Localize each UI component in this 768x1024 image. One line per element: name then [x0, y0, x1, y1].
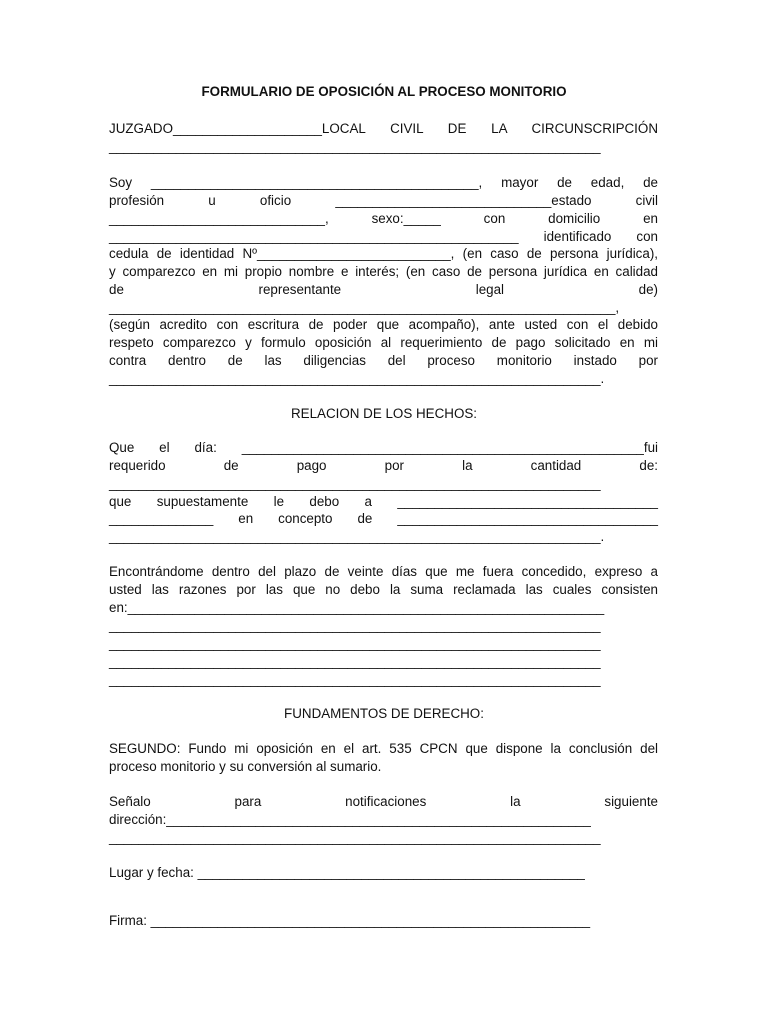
- form-line: requerido de pago por la cantidad de:: [109, 458, 658, 473]
- form-line: ______________ en concepto de ___________________________________: [109, 511, 658, 526]
- form-line: __________________________________________________________________: [109, 618, 601, 633]
- form-line: y comparezco en mi propio nombre e interés; (en caso de persona jurídica en calidad: [109, 264, 658, 279]
- firma-line: Firma: ___________________________________________________________: [109, 913, 591, 928]
- form-line: profesión u oficio _____________________________estado civil: [109, 193, 658, 208]
- form-line: SEGUNDO: Fundo mi oposición en el art. 535 CPCN que dispone la conclusión del: [109, 741, 658, 756]
- form-line: usted las razones por las que no debo la suma reclamada las cuales consisten: [109, 582, 658, 597]
- form-line: Soy ____________________________________________, mayor de edad, de: [109, 175, 658, 190]
- form-line: respeto comparezco y formulo oposición al requerimiento de pago solicitado en mi: [109, 335, 658, 350]
- form-line: en:________________________________________________________________: [109, 600, 605, 615]
- form-line: __________________________________________________________________: [109, 830, 601, 845]
- form-line: proceso monitorio y su conversión al sumario.: [109, 759, 382, 774]
- form-line: _______________________________________________________ identificado con: [109, 229, 658, 244]
- form-line: __________________________________________________________________: [109, 636, 601, 651]
- form-line: __________________________________________________________________: [109, 672, 601, 687]
- form-line: cedula de identidad Nº__________________________, (en caso de persona jurídica),: [109, 246, 658, 261]
- section-heading-fundamentos: FUNDAMENTOS DE DERECHO:: [284, 706, 484, 721]
- form-line: __________________________________________________________________.: [109, 529, 605, 544]
- form-line: contra dentro de las diligencias del proceso monitorio instado por: [109, 353, 658, 368]
- form-line: Señalo para notificaciones la siguiente: [109, 794, 658, 809]
- form-line: Encontrándome dentro del plazo de veinte días que me fuera concedido, expreso a: [109, 564, 658, 579]
- section-heading-hechos: RELACION DE LOS HECHOS:: [290, 406, 478, 421]
- form-line: dirección:_________________________________________________________: [109, 812, 591, 827]
- lugar-fecha-line: Lugar y fecha: ____________________________________________________: [109, 865, 585, 880]
- form-line: _____________________________, sexo:_____ con domicilio en: [109, 211, 658, 226]
- document-title: FORMULARIO DE OPOSICIÓN AL PROCESO MONITORIO: [201, 84, 567, 99]
- form-line: __________________________________________________________________: [109, 654, 601, 669]
- form-line: ____________________________________________________________________,: [109, 300, 620, 315]
- form-line: que supuestamente le debo a ___________________________________: [109, 494, 658, 509]
- form-line: __________________________________________________________________: [109, 476, 601, 491]
- form-line: __________________________________________________________________: [109, 139, 601, 154]
- juzgado-line: JUZGADO____________________LOCAL CIVIL DE LA CIRCUNSCRIPCIÓN: [109, 121, 658, 136]
- form-line: de representante legal de): [109, 282, 658, 297]
- form-line: (según acredito con escritura de poder que acompaño), ante usted con el debido: [109, 317, 658, 332]
- form-line: __________________________________________________________________.: [109, 371, 605, 386]
- form-line: Que el día: ______________________________________________________fui: [109, 440, 658, 455]
